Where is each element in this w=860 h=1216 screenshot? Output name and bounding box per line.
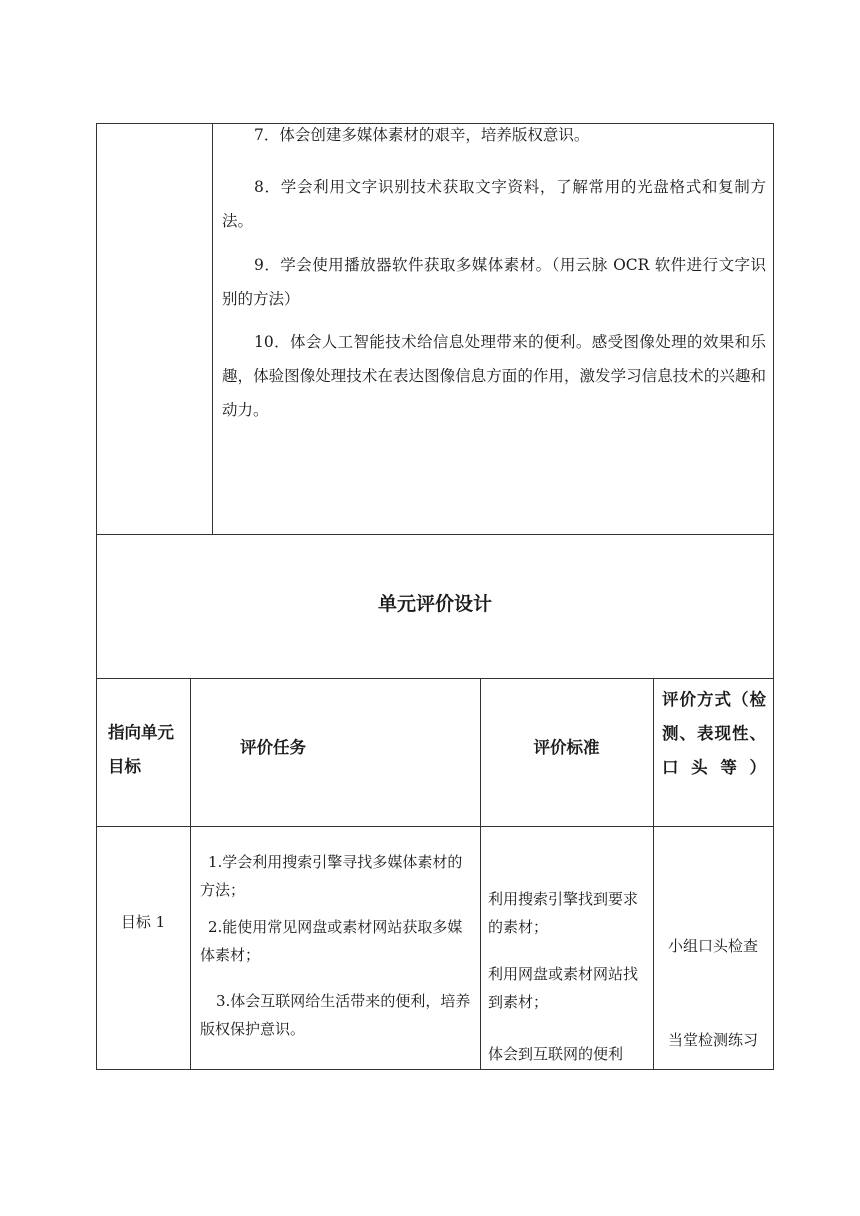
goal-item-10: 10．体会人工智能技术给信息处理带来的便利。感受图像处理的效果和乐趣，体验图像处理技术在表达图像信息方面的作用，激发学习信息技术的兴趣和动力。 bbox=[222, 333, 766, 419]
row-task-3: 3.体会互联网给生活带来的便利，培养版权保护意识。 bbox=[200, 992, 471, 1038]
row-method-2: 当堂检测练习 bbox=[667, 1031, 758, 1049]
row-standard-1: 利用搜索引擎找到要求的素材； bbox=[488, 890, 639, 936]
header-task: 评价任务 bbox=[240, 738, 306, 757]
section-title: 单元评价设计 bbox=[377, 593, 492, 615]
header-target: 指向单元目标 bbox=[108, 723, 174, 776]
col-divider-1 bbox=[190, 678, 191, 1070]
row-standard-3: 体会到互联网的便利 bbox=[488, 1045, 624, 1063]
row-target: 目标 1 bbox=[120, 913, 166, 931]
header-method: 评价方式（检测、表现性、口头等） bbox=[662, 690, 766, 777]
goals-bottom-border bbox=[96, 534, 774, 535]
header-bottom-border bbox=[96, 826, 774, 827]
goal-item-8: 8．学会利用文字识别技术获取文字资料，了解常用的光盘格式和复制方法。 bbox=[222, 178, 766, 230]
col-divider-3 bbox=[653, 678, 654, 1070]
goals-divider bbox=[212, 123, 213, 534]
row-task-1: 1.学会利用搜索引擎寻找多媒体素材的方法； bbox=[200, 853, 463, 899]
goal-item-9: 9．学会使用播放器软件获取多媒体素材。（用云脉 OCR 软件进行文字识别的方法） bbox=[222, 256, 766, 308]
goal-item-7: 7．体会创建多媒体素材的艰辛，培养版权意识。 bbox=[254, 126, 590, 144]
row-task-2: 2.能使用常见网盘或素材网站获取多媒体素材； bbox=[200, 918, 463, 964]
row-standard-2: 利用网盘或素材网站找到素材； bbox=[488, 965, 639, 1011]
row-method-1: 小组口头检查 bbox=[667, 937, 758, 955]
title-bottom-border bbox=[96, 678, 774, 679]
header-standard: 评价标准 bbox=[533, 738, 600, 757]
table-bottom-border bbox=[96, 1069, 774, 1070]
